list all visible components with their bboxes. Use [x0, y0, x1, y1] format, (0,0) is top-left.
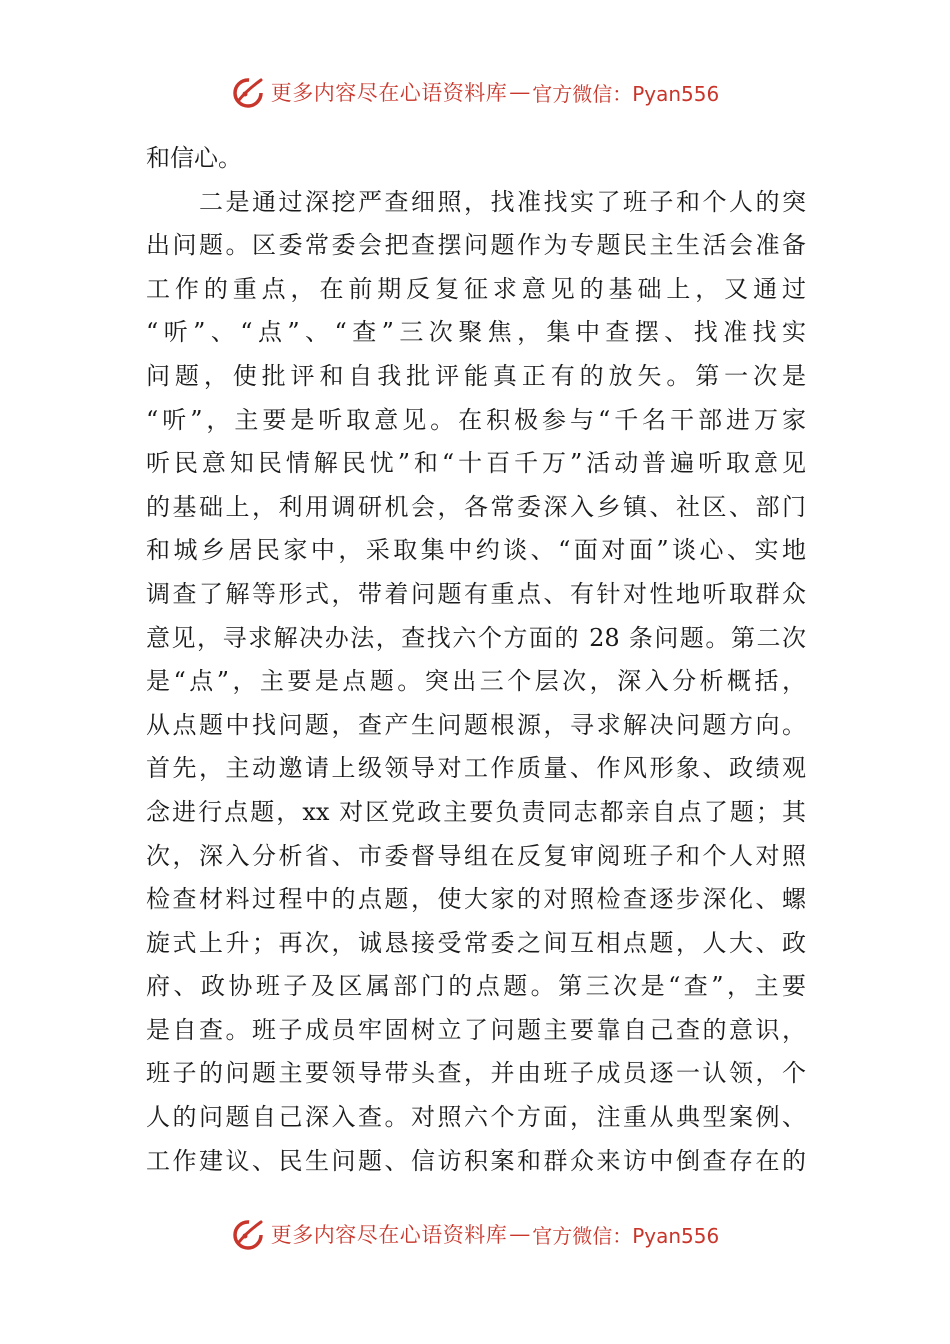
- body-line: 旋式上升；再次，诚恳接受常委之间互相点题，人大、政: [146, 928, 806, 957]
- body-line: 是“点”，主要是点题。突出三个层次，深入分析概括，: [146, 667, 806, 696]
- document-body: [146, 137, 806, 1183]
- body-line: 工作建议、民生问题、信访积案和群众来访中倒查存在的: [146, 1146, 806, 1175]
- body-line: 问题，使批评和自我批评能真正有的放矢。第一次是: [146, 361, 806, 390]
- banner-text: 更多内容尽在心语资料库: [270, 1223, 508, 1247]
- banner-dash: —: [509, 80, 531, 104]
- body-line: 和信心。: [146, 144, 242, 172]
- brush-circle-logo-icon: [231, 1216, 267, 1252]
- body-line: 是自查。班子成员牢固树立了问题主要靠自己查的意识，: [146, 1015, 806, 1044]
- body-line: 的基础上，利用调研机会，各常委深入乡镇、社区、部门: [146, 492, 806, 521]
- body-line: 听民意知民情解民忧”和“十百千万”活动普遍听取意见: [146, 449, 806, 478]
- body-line: 检查材料过程中的点题，使大家的对照检查逐步深化、螺: [146, 885, 806, 914]
- header-banner: [0, 72, 950, 112]
- banner-text: 更多内容尽在心语资料库: [270, 81, 508, 105]
- body-line: 班子的问题主要领导带头查，并由班子成员逐一认领，个: [146, 1059, 806, 1088]
- body-line: 出问题。区委常委会把查摆问题作为专题民主生活会准备: [146, 231, 806, 260]
- body-line: 调查了解等形式，带着问题有重点、有针对性地听取群众: [146, 579, 806, 608]
- body-line: “听”，主要是听取意见。在积极参与“千名干部进万家: [146, 405, 806, 434]
- body-line: 意见，寻求解决办法，查找六个方面的 28 条问题。第二次: [146, 623, 806, 652]
- body-line: 首先，主动邀请上级领导对工作质量、作风形象、政绩观: [146, 754, 806, 783]
- body-line: 府、政协班子及区属部门的点题。第三次是“查”，主要: [146, 972, 806, 1001]
- banner-dash: —: [509, 1222, 531, 1246]
- body-line: 念进行点题，xx 对区党政主要负责同志都亲自点了题；其: [146, 797, 806, 826]
- body-line: 从点题中找问题，查产生问题根源，寻求解决问题方向。: [146, 710, 806, 739]
- body-line: 工作的重点，在前期反复征求意见的基础上，又通过: [146, 274, 806, 303]
- body-line: 和城乡居民家中，采取集中约谈、“面对面”谈心、实地: [146, 536, 806, 565]
- body-line: 人的问题自己深入查。对照六个方面，注重从典型案例、: [146, 1103, 806, 1132]
- footer-banner: [0, 1214, 950, 1254]
- body-line: 次，深入分析省、市委督导组在反复审阅班子和个人对照: [146, 841, 806, 870]
- body-line: “听”、“点”、“查”三次聚焦，集中查摆、找准找实: [146, 318, 806, 347]
- banner-contact: 官方微信：Pyan556: [532, 1223, 720, 1248]
- body-line: 二是通过深挖严查细照，找准找实了班子和个人的突: [146, 187, 806, 216]
- brush-circle-logo-icon: [231, 74, 267, 110]
- banner-contact: 官方微信：Pyan556: [532, 81, 720, 106]
